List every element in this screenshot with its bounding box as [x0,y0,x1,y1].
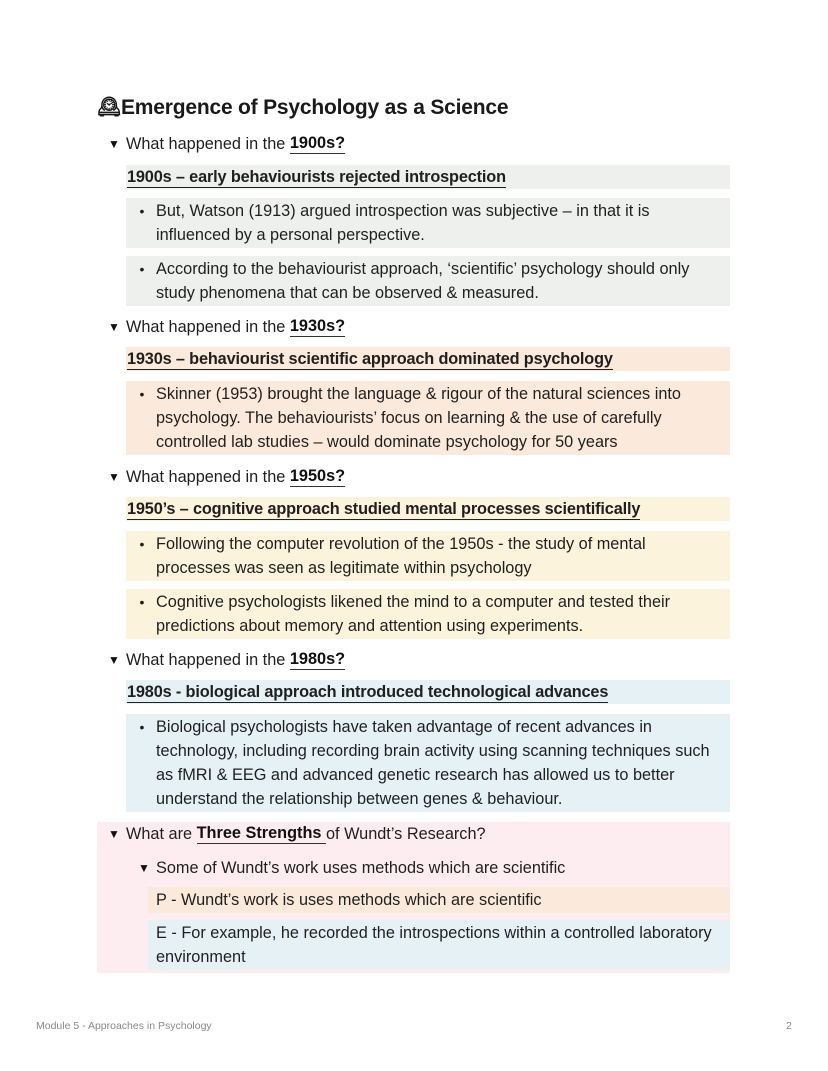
triangle-down-icon[interactable]: ▼ [108,137,120,151]
toggle-1980s[interactable] [108,649,345,671]
mantelpiece-clock-icon: 🕰 [97,97,121,118]
triangle-down-icon[interactable]: ▼ [108,653,120,667]
triangle-down-icon[interactable]: ▼ [108,827,120,841]
toggle-strengths[interactable] [108,823,486,845]
bullet-block [126,589,730,639]
bullet-block [126,714,730,812]
heading-text[interactable]: 1980s - biological approach introduced technological advances [127,683,609,701]
bullet-text: Following the computer revolution of the 1950s - the study of mental processes was seen as legitimate within psychology [156,535,646,577]
toggle-label: What happened in the [126,651,290,669]
toggle-label: What happened in the [126,135,290,153]
triangle-down-icon[interactable]: ▼ [138,861,150,875]
heading-1950s [126,497,730,521]
point-block [148,887,730,913]
bullet-icon: • [139,261,145,277]
strengths-link[interactable]: Three Strengths [196,824,326,842]
bullet-block [126,198,730,248]
evidence-text: E - For example, he recorded the introspections within a controlled laboratory environment [156,924,712,966]
triangle-down-icon[interactable]: ▼ [108,320,120,334]
decade-link[interactable]: 1950s? [289,467,346,485]
decade-link[interactable]: 1930s? [289,317,346,335]
bullet-icon: • [139,594,145,610]
bullet-text: Cognitive psychologists likened the mind to a computer and tested their predictions about memory and attention using experiments. [156,593,671,635]
toggle-label: What are [126,825,197,843]
evidence-block [148,920,730,970]
decade-link[interactable]: 1980s? [289,650,346,668]
bullet-text: But, Watson (1913) argued introspection was subjective – in that it is influenced by a personal perspective. [156,202,650,244]
bullet-block [126,531,730,581]
heading-1980s [126,680,730,704]
heading-text[interactable]: 1950’s – cognitive approach studied mental processes scientifically [127,500,641,518]
toggle-label: What happened in the [126,468,290,486]
heading-text[interactable]: 1930s – behaviourist scientific approach dominated psychology [127,350,613,368]
bullet-block [126,256,730,306]
heading-1930s [126,347,730,371]
footer-module-title: Module 5 - Approaches in Psychology [36,1020,212,1032]
toggle-label: What happened in the [126,318,290,336]
bullet-icon: • [139,203,145,219]
toggle-scientific-methods[interactable] [138,857,565,879]
heading-1900s [126,165,730,189]
bullet-icon: • [139,386,145,402]
point-text: P - Wundt’s work is uses methods which are scientific [156,891,542,909]
bullet-block [126,381,730,455]
toggle-label-suffix: of Wundt’s Research? [325,825,486,843]
bullet-text: Skinner (1953) brought the language & rigour of the natural sciences into psychology. The behaviourists’ focus on learning & the use of carefully controlled lab studies – would dominate psychology for 50 years [156,385,681,451]
bullet-text: According to the behaviourist approach, ‘scientific’ psychology should only study phenomena that can be observed & measured. [156,260,690,302]
decade-link[interactable]: 1900s? [289,134,346,152]
heading-text[interactable]: 1900s – early behaviourists rejected introspection [127,168,506,186]
bullet-icon: • [139,719,145,735]
bullet-text: Biological psychologists have taken advantage of recent advances in technology, including recording brain activity using scanning techniques such as fMRI & EEG and advanced genetic research has allowed us to better understand the relationship between genes & behaviour. [156,718,710,808]
toggle-1900s[interactable] [108,133,345,155]
page-title-text: Emergence of Psychology as a Science [121,96,509,119]
triangle-down-icon[interactable]: ▼ [108,470,120,484]
footer-page-number: 2 [786,1020,792,1032]
toggle-1950s[interactable] [108,466,345,488]
toggle-label: Some of Wundt’s work uses methods which are scientific [156,859,566,877]
page-title [97,96,508,120]
toggle-1930s[interactable] [108,316,345,338]
bullet-icon: • [139,536,145,552]
